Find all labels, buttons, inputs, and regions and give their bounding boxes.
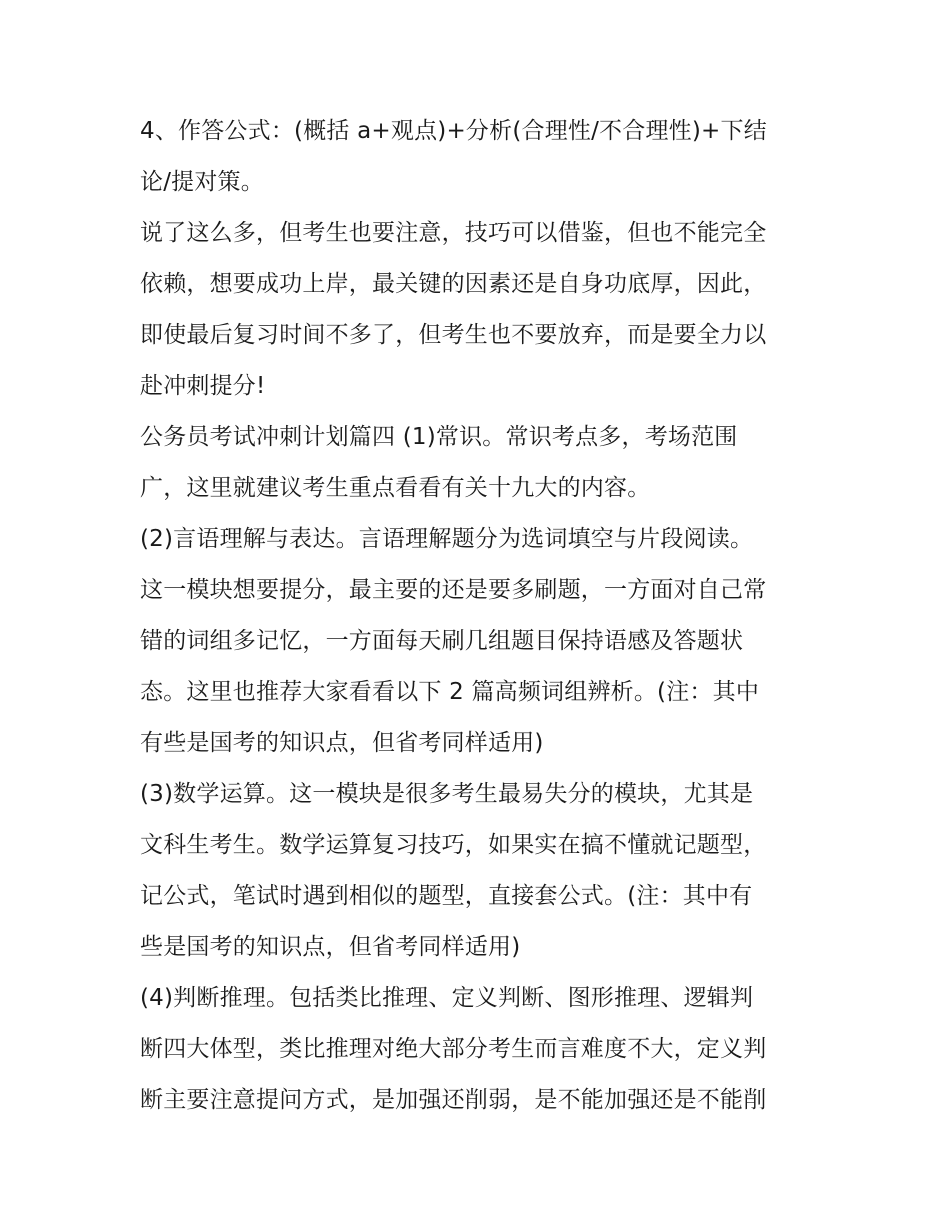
text-line: 断主要注意提问方式，是加强还削弱，是不能加强还是不能削 — [140, 1087, 767, 1113]
text-line: 论/提对策。 — [140, 169, 264, 195]
text-line: 态。这里也推荐大家看看以下 2 篇高频词组辨析。(注：其中 — [140, 679, 760, 705]
text-line: 赴冲刺提分! — [140, 373, 266, 399]
text-line: 公务员考试冲刺计划篇四 (1)常识。常识考点多，考场范围 — [140, 424, 738, 450]
text-line: 些是国考的知识点，但省考同样适用) — [140, 934, 521, 960]
text-line: 错的词组多记忆，一方面每天刷几组题目保持语感及答题状 — [140, 628, 744, 654]
text-line: 有些是国考的知识点，但省考同样适用) — [140, 730, 544, 756]
text-line: 记公式，笔试时遇到相似的题型，直接套公式。(注：其中有 — [140, 883, 753, 909]
text-line: (2)言语理解与表达。言语理解题分为选词填空与片段阅读。 — [140, 526, 754, 552]
text-line: 即使最后复习时间不多了，但考生也不要放弃，而是要全力以 — [140, 322, 767, 348]
text-line: (3)数学运算。这一模块是很多考生最易失分的模块，尤其是 — [140, 781, 754, 807]
text-line: 广，这里就建议考生重点看看有关十九大的内容。 — [140, 475, 651, 501]
text-line: 依赖，想要成功上岸，最关键的因素还是自身功底厚，因此， — [140, 271, 767, 297]
text-line: 说了这么多，但考生也要注意，技巧可以借鉴，但也不能完全 — [140, 220, 767, 246]
text-line: 4、作答公式：(概括 a+观点)+分析(合理性/不合理性)+下结 — [140, 118, 767, 144]
text-line: 这一模块想要提分，最主要的还是要多刷题，一方面对自己常 — [140, 577, 767, 603]
text-line: (4)判断推理。包括类比推理、定义判断、图形推理、逻辑判 — [140, 985, 754, 1011]
text-line: 文科生考生。数学运算复习技巧，如果实在搞不懂就记题型， — [140, 832, 767, 858]
text-line: 断四大体型，类比推理对绝大部分考生而言难度不大，定义判 — [140, 1036, 767, 1062]
document-body — [140, 106, 820, 1126]
